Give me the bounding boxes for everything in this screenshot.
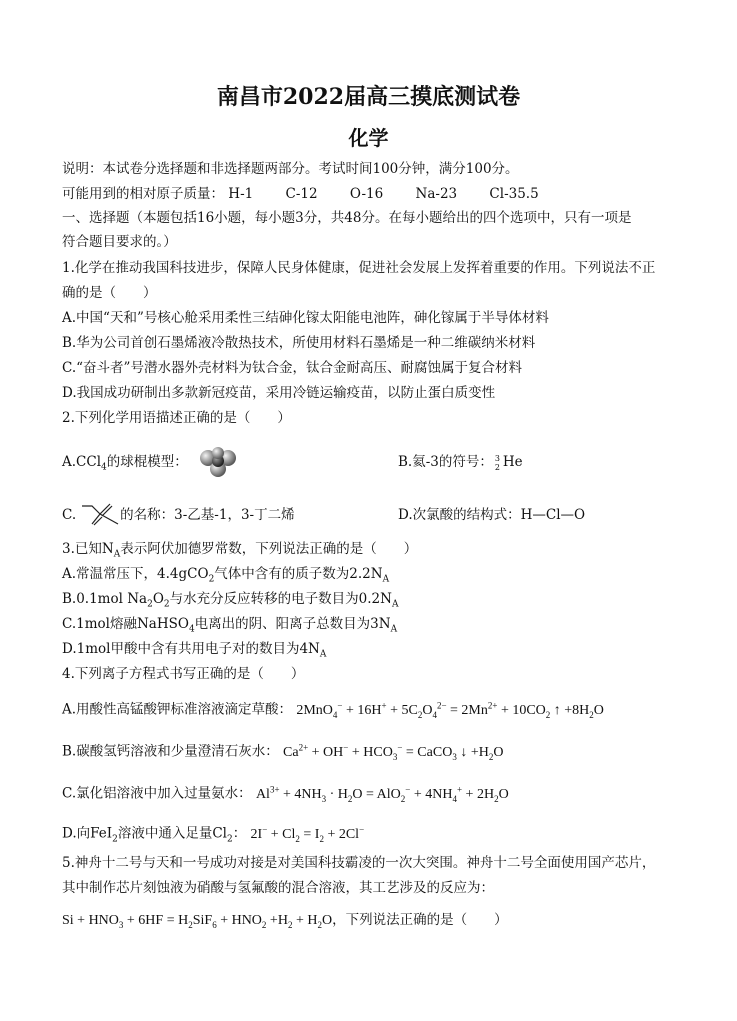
q5-stem-cont: 其中制作芯片刻蚀液为硝酸与氢氟酸的混合溶液，其工艺涉及的反应为： bbox=[62, 880, 494, 896]
q3-option-a: A.常温常压下，4.4gCO$_2$气体中含有的质子数为$2.2N_A$ bbox=[62, 566, 390, 585]
q1-option-a: A.中国“天和”号核心舱采用柔性三结砷化镓太阳能电池阵，砷化镓属于半导体材料 bbox=[62, 310, 549, 326]
nuclide-indices: 3 2 bbox=[494, 453, 500, 472]
diene-skeletal-structure-icon bbox=[80, 500, 120, 526]
mass-cl: Cl-35.5 bbox=[489, 186, 539, 202]
section1-heading-cont: 符合题目要求的。） bbox=[62, 234, 177, 250]
q4-equation-a: $2MnO_4^- + 16H^+ + 5C_2O_4^{2-} = 2Mn^{2+} + 10CO_2$ ↑ $+8H_2O$ bbox=[296, 700, 604, 720]
q2-option-d: D.次氯酸的结构式：H—Cl—O bbox=[398, 507, 586, 523]
atomic-mass-label: 可能用到的相对原子质量： bbox=[62, 186, 224, 202]
q4-equation-d: $2I^- + Cl_2 = I_2 + 2Cl^-$ bbox=[250, 824, 365, 844]
exam-title: 南昌市2022届高三摸底测试卷 bbox=[216, 84, 521, 110]
q4-option-a: A.用酸性高锰酸钾标准溶液滴定草酸： $2MnO_4^- + 16H^+ + 5C_2O_4^{2-} = 2Mn^{2+} + 10CO_2$ ↑ $+8H_2O$ bbox=[62, 700, 604, 720]
q5-equation: $Si + HNO_3 + 6HF = H_2SiF_6 + HNO_2 +H_2 + H_2O$ bbox=[62, 913, 333, 930]
q3-option-d: D.1mol甲酸中含有共用电子对的数目为$4N_A$ bbox=[62, 641, 327, 660]
q5-reaction: $Si + HNO_3 + 6HF = H_2SiF_6 + HNO_2 +H_2 + H_2O$，下列说法正确的是（ ） bbox=[62, 912, 508, 930]
mass-na: Na-23 bbox=[415, 186, 458, 202]
atomic-mass-line bbox=[62, 184, 539, 204]
mass-o: O-16 bbox=[349, 186, 384, 202]
q2-option-c: C. 的名称：3-乙基-1，3-丁二烯 bbox=[62, 507, 295, 523]
section1-heading: 一、选择题（本题包括16小题，每小题3分，共48分。在每小题给出的四个选项中，只有一项是 bbox=[62, 210, 632, 226]
q2-option-a: A.CCl$_4$的球棍模型： bbox=[62, 454, 188, 473]
q1-option-c: C.“奋斗者”号潜水器外壳材料为钛合金，钛合金耐高压、耐腐蚀属于复合材料 bbox=[62, 360, 522, 376]
subject-title: 化学 bbox=[348, 126, 389, 150]
q4-equation-c: $Al^{3+} + 4NH_3 \cdot H_2O = AlO_2^- + 4NH_4^+ + 2H_2O$ bbox=[255, 784, 509, 804]
q4-equation-b: $Ca^{2+} + OH^- + HCO_3^-$ = CaCO$_3$ ↓ $+H_2O$ bbox=[283, 742, 504, 762]
q1-stem-cont: 确的是（ ） bbox=[62, 285, 157, 301]
q1-option-d: D.我国成功研制出多款新冠疫苗，采用冷链运输疫苗，以防止蛋白质变性 bbox=[62, 385, 496, 401]
q4-option-b: B.碳酸氢钙溶液和少量澄清石灰水： $Ca^{2+} + OH^- + HCO_3^-$ = CaCO$_3$ ↓ $+H_2O$ bbox=[62, 742, 504, 762]
q5-stem: 5.神舟十二号与天和一号成功对接是对美国科技霸凌的一次大突围。神舟十二号全面使用国产芯片， bbox=[62, 855, 656, 871]
mass-h: H-1 bbox=[228, 186, 254, 202]
q4-stem: 4.下列离子方程式书写正确的是（ ） bbox=[62, 666, 305, 682]
instructions-note: 说明：本试卷分选择题和非选择题两部分。考试时间100分钟，满分100分。 bbox=[62, 161, 519, 177]
q1-option-b: B.华为公司首创石墨烯液冷散热技术，所使用材料石墨烯是一种二维碳纳米材料 bbox=[62, 335, 536, 351]
ccl4-ball-stick-model-icon bbox=[196, 447, 240, 477]
q3-stem: 3.已知$N_A$表示阿伏加德罗常数，下列说法正确的是（ ） bbox=[62, 541, 418, 560]
mass-c: C-12 bbox=[285, 186, 318, 202]
q4-option-d: D.向FeI$_2$溶液中通入足量$Cl_2$： $2I^- + Cl_2 = I_2 + 2Cl^-$ bbox=[62, 824, 365, 845]
q3-option-b: B.0.1mol $Na_2O_2$与水充分反应转移的电子数目为$0.2N_A$ bbox=[62, 591, 399, 610]
q1-stem: 1.化学在推动我国科技进步，保障人民身体健康，促进社会发展上发挥着重要的作用。下列说法不正 bbox=[62, 260, 656, 276]
q4-option-c: C.氯化铝溶液中加入过量氨水： $Al^{3+} + 4NH_3 \cdot H_2O = AlO_2^- + 4NH_4^+ + 2H_2O$ bbox=[62, 784, 509, 804]
q2-stem: 2.下列化学用语描述正确的是（ ） bbox=[62, 410, 291, 426]
q2-option-b: B.氦-3的符号： 3 2 He bbox=[398, 453, 523, 472]
q3-option-c: C.1mol熔融NaHSO$_4$电离出的阴、阳离子总数目为$3N_A$ bbox=[62, 616, 398, 635]
